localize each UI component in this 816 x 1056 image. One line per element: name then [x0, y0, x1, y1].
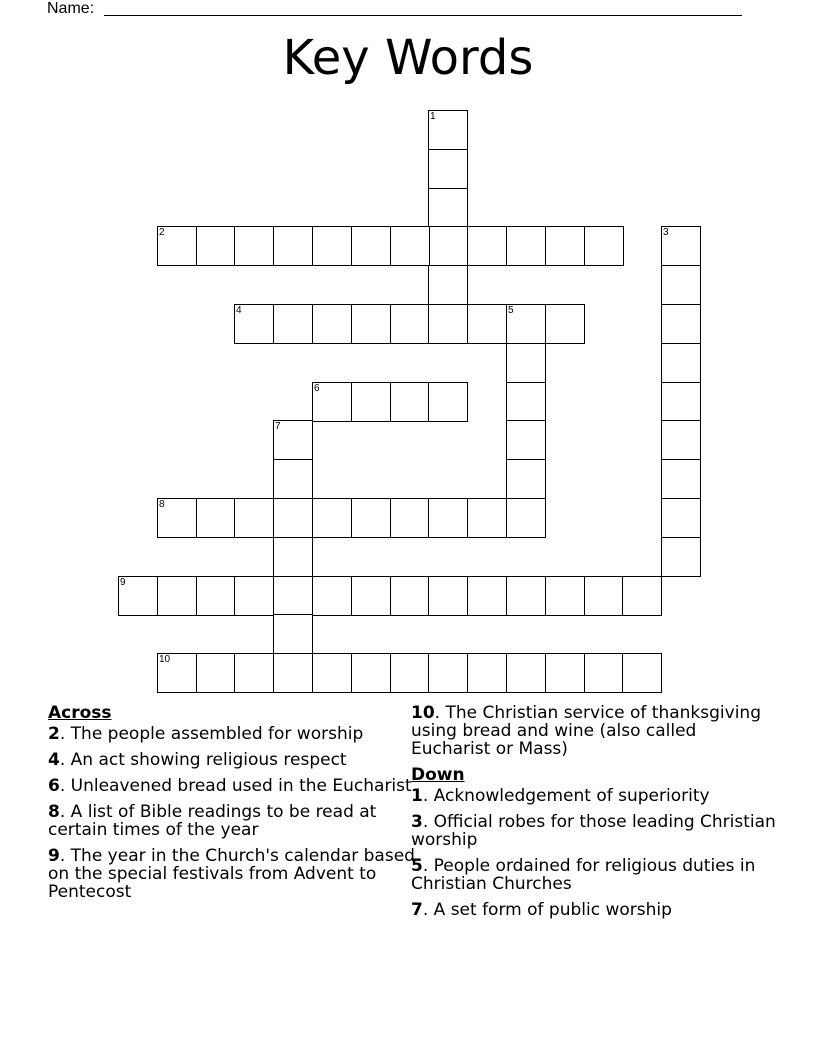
cell-number: 6: [314, 383, 320, 394]
grid-cell[interactable]: [273, 614, 313, 654]
grid-cell[interactable]: [661, 382, 701, 422]
clue-number: 5: [411, 856, 423, 876]
grid-cell[interactable]: [661, 265, 701, 305]
clue-down-1: 1. Acknowledgement of superiority: [411, 786, 710, 806]
grid-cell[interactable]: [273, 537, 313, 577]
grid-cell[interactable]: [506, 653, 546, 693]
clue-down-3: 3. Official robes for those leading Christian worship: [411, 812, 776, 850]
grid-cell[interactable]: [467, 226, 507, 266]
clue-text: A set form of public worship: [433, 900, 672, 920]
grid-cell[interactable]: [273, 226, 313, 266]
clue-number: 6: [48, 776, 60, 796]
clue-text: Unleavened bread used in the Eucharist: [70, 776, 412, 796]
cell-number: 2: [159, 227, 165, 238]
grid-cell[interactable]: [467, 498, 507, 538]
grid-cell[interactable]: [428, 188, 468, 228]
clue-down-7: 7. A set form of public worship: [411, 900, 672, 920]
clue-down-5: 5. People ordained for religious duties in Christian Churches: [411, 856, 756, 894]
grid-cell[interactable]: [428, 304, 468, 344]
grid-cell[interactable]: [428, 576, 468, 616]
grid-cell[interactable]: [428, 265, 468, 305]
grid-cell[interactable]: [428, 110, 468, 150]
grid-cell[interactable]: [428, 149, 468, 189]
clue-number: 10: [411, 703, 435, 723]
grid-cell[interactable]: [390, 576, 430, 616]
grid-cell[interactable]: [312, 653, 352, 693]
page-title: Key Words: [282, 30, 534, 86]
clue-across-2: 2. The people assembled for worship: [48, 724, 364, 744]
grid-cell[interactable]: [234, 226, 274, 266]
cell-number: 7: [275, 421, 281, 432]
cell-number: 10: [159, 654, 171, 665]
clue-across-6: 6. Unleavened bread used in the Eucharist: [48, 776, 412, 796]
grid-cell[interactable]: [234, 576, 274, 616]
grid-cell[interactable]: [622, 576, 662, 616]
grid-cell[interactable]: [506, 459, 546, 499]
clue-number: 1: [411, 786, 423, 806]
clue-number: 3: [411, 812, 423, 832]
cell-number: 1: [430, 111, 436, 122]
clue-across-8: 8. A list of Bible readings to be read at certain times of the year: [48, 802, 377, 840]
grid-cell[interactable]: [506, 498, 546, 538]
clue-text: Official robes for those leading Christian worship: [411, 812, 776, 850]
grid-cell[interactable]: [428, 498, 468, 538]
grid-cell[interactable]: [234, 498, 274, 538]
cell-number: 5: [508, 305, 514, 316]
grid-cell[interactable]: [157, 226, 197, 266]
cell-number: 9: [120, 577, 126, 588]
name-label: Name:: [47, 0, 95, 17]
grid-cell[interactable]: [661, 420, 701, 460]
grid-cell[interactable]: [351, 653, 391, 693]
grid-cell[interactable]: [661, 459, 701, 499]
grid-cell[interactable]: [545, 304, 585, 344]
cell-number: 3: [663, 227, 669, 238]
grid-cell[interactable]: [273, 420, 313, 460]
grid-cell[interactable]: [467, 653, 507, 693]
grid-cell[interactable]: [351, 576, 391, 616]
grid-cell[interactable]: [196, 653, 236, 693]
grid-cell[interactable]: [545, 226, 585, 266]
grid-cell[interactable]: [312, 382, 352, 422]
grid-cell[interactable]: [506, 226, 546, 266]
grid-cell[interactable]: [661, 343, 701, 383]
grid-cell[interactable]: [584, 653, 624, 693]
grid-cell[interactable]: [390, 226, 430, 266]
grid-cell[interactable]: [390, 653, 430, 693]
grid-cell[interactable]: [312, 498, 352, 538]
clue-text: The Christian service of thanksgiving using bread and wine (also called Eucharist or Mass): [411, 703, 761, 759]
grid-cell[interactable]: [545, 653, 585, 693]
grid-cell[interactable]: [351, 498, 391, 538]
grid-cell[interactable]: [390, 382, 430, 422]
clue-across-10: 10. The Christian service of thanksgiving using bread and wine (also called Eucharist or Mass): [411, 703, 761, 759]
grid-cell[interactable]: [312, 576, 352, 616]
grid-cell[interactable]: [196, 576, 236, 616]
grid-cell[interactable]: [351, 226, 391, 266]
grid-cell[interactable]: [506, 304, 546, 344]
cell-number: 4: [236, 305, 242, 316]
grid-cell[interactable]: [273, 653, 313, 693]
clue-number: 9: [48, 846, 60, 866]
grid-cell[interactable]: [428, 226, 468, 266]
clue-number: 7: [411, 900, 423, 920]
clue-number: 4: [48, 750, 60, 770]
clue-text: A list of Bible readings to be read at certain times of the year: [48, 802, 377, 840]
clues-column-right: [411, 704, 776, 927]
clue-text: People ordained for religious duties in Christian Churches: [411, 856, 756, 894]
grid-cell[interactable]: [467, 576, 507, 616]
clue-across-9: 9. The year in the Church's calendar based on the special festivals from Advent to Pentecost: [48, 846, 415, 902]
clue-text: The year in the Church's calendar based on the special festivals from Advent to Pentecost: [48, 846, 415, 902]
grid-cell[interactable]: [273, 576, 313, 616]
grid-cell[interactable]: [234, 304, 274, 344]
clue-number: 2: [48, 724, 60, 744]
grid-cell[interactable]: [157, 498, 197, 538]
grid-cell[interactable]: [234, 653, 274, 693]
grid-cell[interactable]: [273, 459, 313, 499]
grid-cell[interactable]: [196, 498, 236, 538]
grid-cell[interactable]: [351, 304, 391, 344]
grid-cell[interactable]: [545, 576, 585, 616]
grid-cell[interactable]: [196, 226, 236, 266]
grid-cell[interactable]: [118, 576, 158, 616]
grid-cell[interactable]: [390, 498, 430, 538]
grid-cell[interactable]: [351, 382, 391, 422]
down-heading: Down: [411, 765, 465, 785]
grid-cell[interactable]: [584, 576, 624, 616]
grid-cell[interactable]: [506, 576, 546, 616]
grid-cell[interactable]: [157, 576, 197, 616]
grid-cell[interactable]: [467, 304, 507, 344]
cell-number: 8: [159, 499, 165, 510]
grid-cell[interactable]: [661, 226, 701, 266]
grid-cell[interactable]: [661, 537, 701, 577]
grid-cell[interactable]: [390, 304, 430, 344]
grid-cell[interactable]: [428, 653, 468, 693]
clue-text: Acknowledgement of superiority: [433, 786, 710, 806]
grid-cell[interactable]: [312, 304, 352, 344]
grid-cell[interactable]: [622, 653, 662, 693]
grid-cell[interactable]: [661, 304, 701, 344]
grid-cell[interactable]: [506, 420, 546, 460]
grid-cell[interactable]: [273, 498, 313, 538]
clue-text: An act showing religious respect: [70, 750, 347, 770]
grid-cell[interactable]: [661, 498, 701, 538]
clue-number: 8: [48, 802, 60, 822]
grid-cell[interactable]: [312, 226, 352, 266]
clue-across-4: 4. An act showing religious respect: [48, 750, 347, 770]
clues-column-left: [48, 704, 413, 909]
grid-cell[interactable]: [506, 343, 546, 383]
grid-cell[interactable]: [584, 226, 624, 266]
grid-cell[interactable]: [273, 304, 313, 344]
grid-cell[interactable]: [157, 653, 197, 693]
across-heading: Across: [48, 703, 112, 723]
grid-cell[interactable]: [428, 382, 468, 422]
grid-cell[interactable]: [506, 382, 546, 422]
clue-text: The people assembled for worship: [70, 724, 364, 744]
